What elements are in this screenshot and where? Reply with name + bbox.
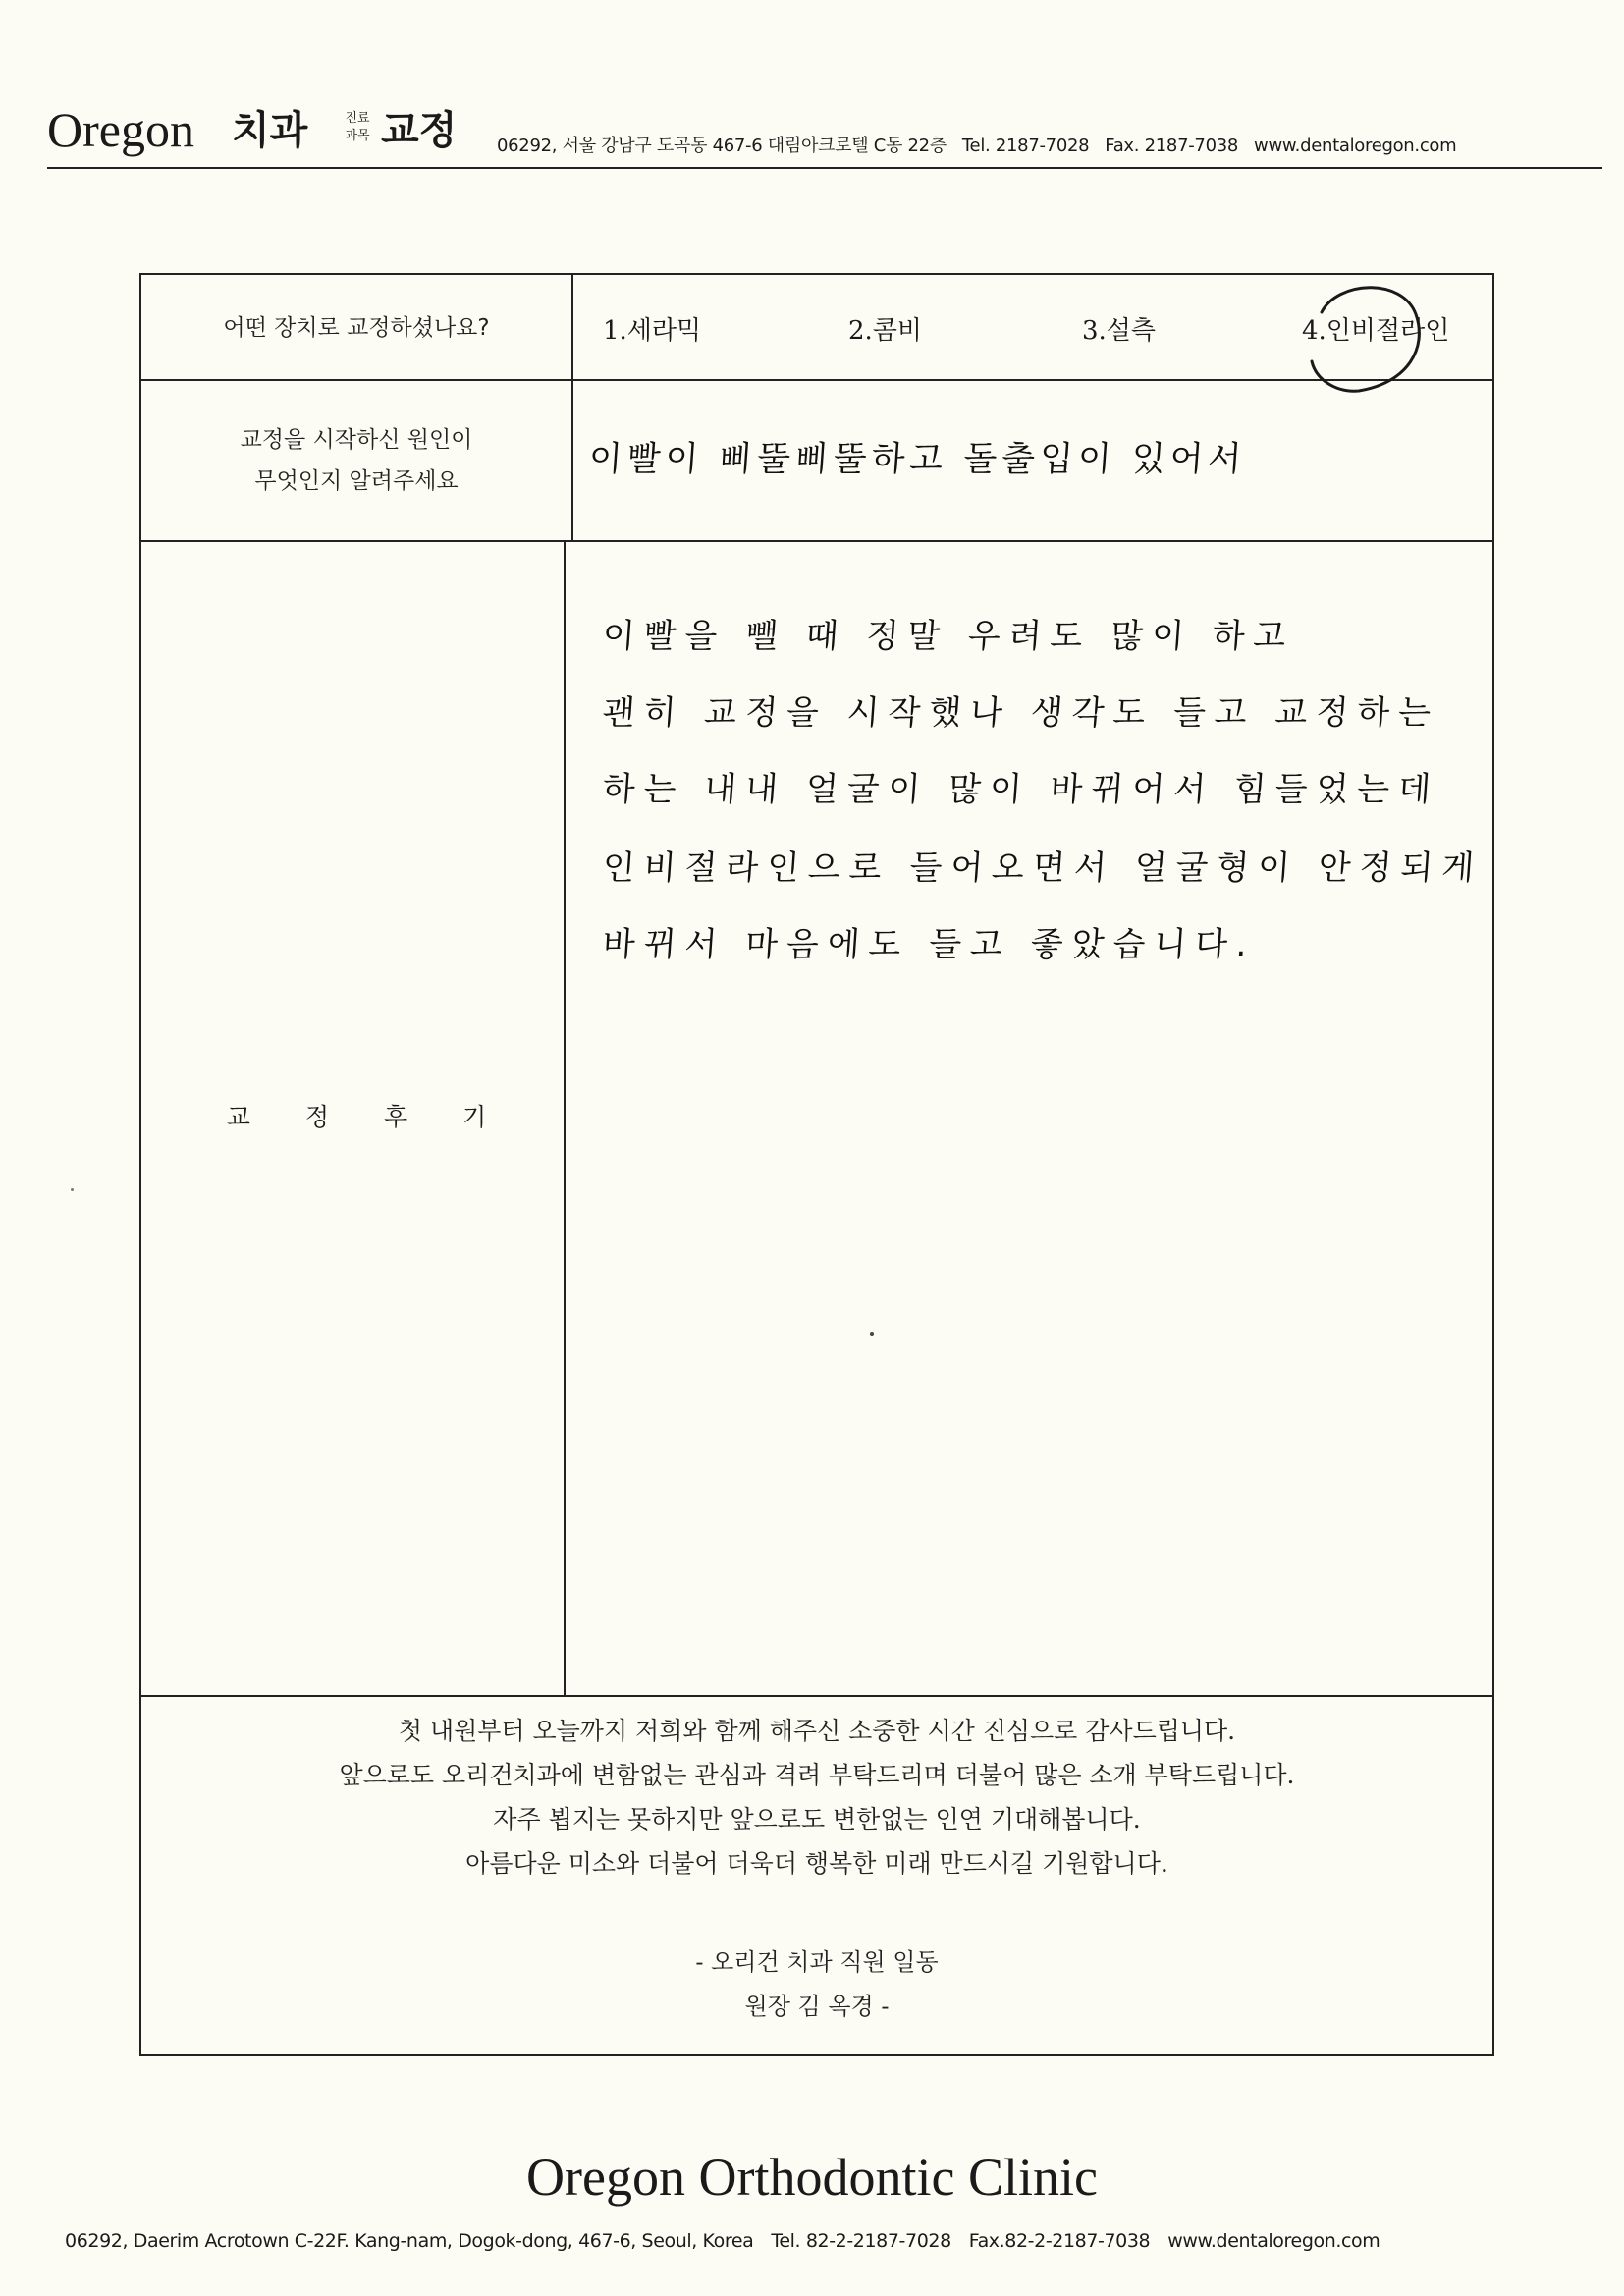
letterhead <box>47 96 1602 169</box>
reason-answer: 이빨이 삐뚤삐뚤하고 돌출입이 있어서 <box>587 440 1248 479</box>
footer-fax: Fax.82-2-2187-7038 <box>968 2230 1151 2252</box>
clinic-name-footer: Oregon Orthodontic Clinic <box>526 2148 1098 2207</box>
review-line: 이빨을 뺄 때 정말 우려도 많이 하고 <box>601 617 1296 656</box>
header-tel: Tel. 2187-7028 <box>961 136 1090 156</box>
department-top: 진료 <box>345 111 370 126</box>
row-divider <box>141 379 1492 381</box>
paper-speck <box>870 1332 874 1336</box>
review-form <box>139 273 1494 2056</box>
row-divider <box>141 1695 1492 1697</box>
thanks-line: 자주 뵙지는 못하지만 앞으로도 변한없는 인연 기대해봅니다. <box>493 1805 1141 1833</box>
review-line: 하는 내내 얼굴이 많이 바뀌어서 힘들었는데 <box>601 770 1441 809</box>
brand-name: Oregon <box>47 102 194 157</box>
signature-line-director: 원장 김 옥경 - <box>744 1993 890 2020</box>
footer-contact <box>65 2229 1380 2253</box>
review-label: 교정후기 <box>226 1103 542 1131</box>
device-question: 어떤 장치로 교정하셨나요? <box>223 315 490 341</box>
review-line: 괜히 교정을 시작했나 생각도 들고 교정하는 <box>601 693 1441 733</box>
department-bottom: 과목 <box>345 129 370 143</box>
header-fax: Fax. 2187-7038 <box>1105 136 1239 156</box>
reason-question-line1: 교정을 시작하신 원인이 <box>240 427 473 453</box>
option-ceramic: 1.세라믹 <box>603 316 702 346</box>
header-contact <box>497 136 1456 157</box>
signature-block <box>141 1941 1492 2029</box>
paper-speck <box>71 1188 74 1191</box>
footer-website: www.dentaloregon.com <box>1167 2230 1380 2252</box>
reason-question-line2: 무엇인지 알려주세요 <box>254 468 459 494</box>
thank-you-message <box>141 1709 1492 1886</box>
review-line: 인비절라인으로 들어오면서 얼굴형이 안정되게 <box>601 848 1485 888</box>
signature-line-staff: - 오리건 치과 직원 일동 <box>695 1948 939 1976</box>
brand-korean: 치과 <box>232 107 308 153</box>
row-divider <box>141 540 1492 542</box>
footer-tel: Tel. 82-2-2187-7028 <box>771 2230 951 2252</box>
thanks-line: 앞으로도 오리건치과에 변함없는 관심과 격려 부탁드리며 더불어 많은 소개 부탁드립니다. <box>339 1761 1295 1789</box>
thanks-line: 아름다운 미소와 더불어 더욱더 행복한 미래 만드시길 기원합니다. <box>465 1849 1168 1878</box>
review-line: 바뀌서 마음에도 들고 좋았습니다. <box>601 925 1258 964</box>
brand-department <box>342 110 373 145</box>
option-invisalign: 4.인비절라인 <box>1302 316 1450 346</box>
brand-specialty: 교정 <box>381 107 458 153</box>
thanks-line: 첫 내원부터 오늘까지 저희와 함께 해주신 소중한 시간 진심으로 감사드립니다. <box>398 1717 1236 1745</box>
column-divider <box>571 275 573 540</box>
option-lingual: 3.설측 <box>1082 316 1157 346</box>
selection-circle-icon <box>1292 275 1430 403</box>
option-combi: 2.콤비 <box>848 316 923 346</box>
header-address: 06292, 서울 강남구 도곡동 467-6 대림아크로텔 C동 22층 <box>497 136 947 156</box>
footer-address: 06292, Daerim Acrotown C-22F. Kang-nam, Dogok-dong, 467-6, Seoul, Korea <box>65 2230 754 2252</box>
header-website: www.dentaloregon.com <box>1254 136 1457 156</box>
